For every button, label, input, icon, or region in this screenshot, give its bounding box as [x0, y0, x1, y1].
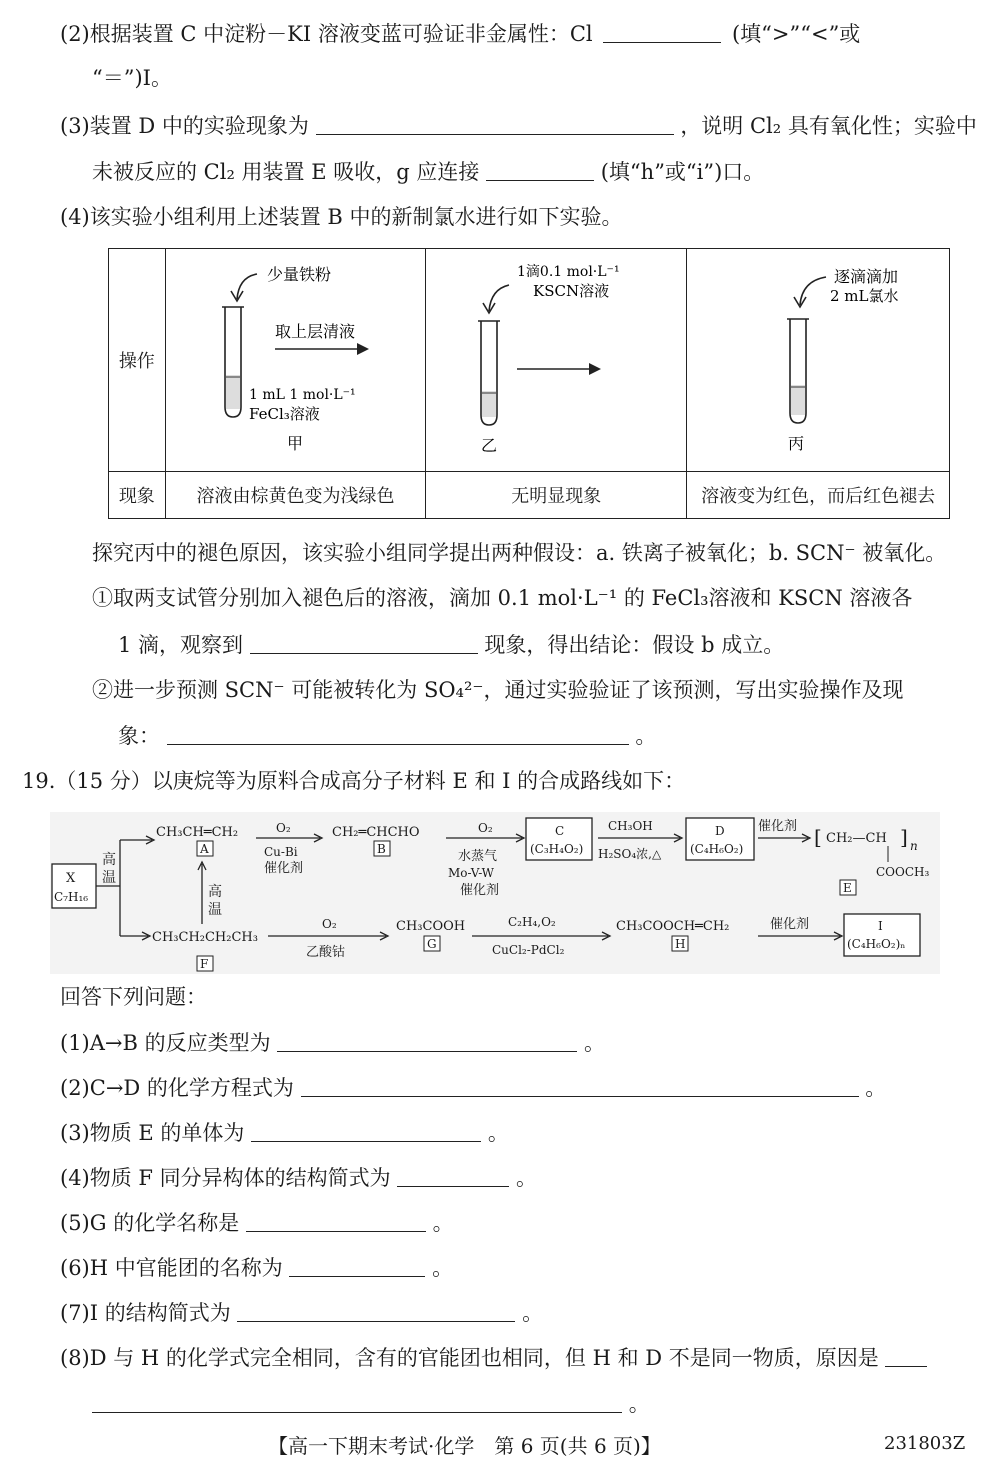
- q18-part2-line2: “＝”)I。: [92, 66, 172, 90]
- jia-solution-2: FeCl₃溶液: [248, 405, 320, 423]
- synthesis-route-diagram: [50, 812, 940, 974]
- experiment-table: [108, 248, 950, 519]
- i-label: I: [878, 919, 883, 933]
- a-b-catalyst-1: Cu-Bi: [264, 845, 298, 859]
- d-e-catalyst: 催化剂: [758, 819, 798, 834]
- answer-blank[interactable]: [237, 1297, 515, 1322]
- q18-part3-text3: 未被反应的 Cl₂ 用装置 E 吸收，g 应连接: [92, 160, 480, 184]
- e-chain: CH₂—CH: [826, 831, 887, 846]
- item-label: (7)I 的结构简式为: [60, 1301, 231, 1325]
- a-label: A: [200, 842, 209, 856]
- q18-part2-hint: (填“>”“<”或: [731, 22, 861, 46]
- q19-title: 19.（15 分）以庚烷等为原料合成高分子材料 E 和 I 的合成路线如下：: [22, 769, 686, 793]
- c-d-condition: H₂SO₄浓,△: [598, 847, 662, 861]
- item-label: (3)物质 E 的单体为: [60, 1121, 245, 1145]
- yi-reagent-1: 1滴0.1 mol·L⁻¹: [517, 264, 620, 280]
- jia-solution-1: 1 mL 1 mol·L⁻¹: [248, 387, 356, 403]
- a-b-reagent: O₂: [276, 821, 291, 835]
- f-structure: CH₃CH₂CH₂CH₃: [152, 930, 258, 945]
- e-bracket-left: [: [814, 825, 822, 849]
- q19-item-3: [60, 1117, 509, 1148]
- h-structure: CH₃COOCH═CH₂: [616, 919, 730, 934]
- q19-item-8-line2: [92, 1388, 650, 1419]
- yi-label: 乙: [481, 436, 498, 455]
- i-formula: (C₄H₆O₂)ₙ: [847, 937, 906, 951]
- item-label: (6)H 中官能团的名称为: [60, 1256, 283, 1280]
- b-c-catalyst: 催化剂: [460, 883, 500, 898]
- bing-reagent-2: 2 mL氯水: [830, 287, 899, 305]
- c-d-reagent: CH₃OH: [608, 819, 653, 833]
- period: 。: [522, 1301, 544, 1325]
- period: 。: [635, 724, 657, 748]
- footer-code: 231803Z: [884, 1433, 966, 1454]
- item-label: (5)G 的化学名称是: [60, 1211, 240, 1235]
- q19-item-4: [60, 1162, 537, 1193]
- answer-blank[interactable]: [250, 629, 478, 654]
- answer-blank[interactable]: [277, 1027, 577, 1052]
- q18-hypothesis: 探究丙中的褪色原因，该实验小组同学提出两种假设：a. 铁离子被氧化；b. SCN⁻ 被氧化。: [92, 541, 947, 565]
- answer-blank[interactable]: [885, 1342, 927, 1367]
- f-label: F: [200, 957, 209, 971]
- tube-jia-illustration: [167, 249, 425, 466]
- q18-step1-line2: [118, 629, 784, 660]
- f-g-reagent: O₂: [322, 917, 337, 931]
- f-g-catalyst: 乙酸钴: [306, 945, 346, 960]
- q18-step2-line1: ②进一步预测 SCN⁻ 可能被转化为 SO₄²⁻，通过实验验证了该预测，写出实验操作及现: [92, 678, 904, 702]
- footer-exam-info: 【高一下期末考试·化学 第 6 页(共 6 页)】: [268, 1434, 661, 1458]
- yi-reagent-2: KSCN溶液: [533, 282, 610, 300]
- q18-part2-line1: [60, 18, 860, 49]
- x-formula: C₇H₁₆: [54, 890, 89, 904]
- g-h-catalyst: CuCl₂-PdCl₂: [492, 943, 565, 957]
- obs-jia: 溶液由棕黄色变为浅绿色: [165, 472, 426, 519]
- b-c-mov: Mo-V-W: [448, 866, 494, 880]
- row-head-operation: 操作: [109, 249, 166, 472]
- period: 。: [487, 1121, 509, 1145]
- d-formula: (C₄H₆O₂): [690, 842, 744, 856]
- row-head-phenomenon: 现象: [109, 472, 166, 519]
- period: 。: [516, 1166, 538, 1190]
- a-b-catalyst-2: 催化剂: [264, 861, 304, 876]
- q19-item-7: [60, 1297, 543, 1328]
- answer-blank[interactable]: [289, 1252, 425, 1277]
- b-label: B: [377, 842, 386, 856]
- item-label: (4)物质 F 同分异构体的结构简式为: [60, 1166, 391, 1190]
- item-label: (2)C→D 的化学方程式为: [60, 1076, 294, 1100]
- jia-label: 甲: [286, 434, 303, 453]
- cell-yi: [426, 249, 687, 472]
- g-h-reagent: C₂H₄,O₂: [508, 915, 556, 929]
- q19-item-2: [60, 1072, 886, 1103]
- obs-yi: 无明显现象: [426, 472, 687, 519]
- period: 。: [432, 1256, 454, 1280]
- q19-item-5: [60, 1207, 454, 1238]
- obs-bing: 溶液变为红色，而后红色褪去: [687, 472, 950, 519]
- q19-item-8-line1: [60, 1342, 927, 1373]
- q18-part3-line1: [60, 110, 977, 141]
- item-label: (8)D 与 H 的化学式完全相同，含有的官能团也相同，但 H 和 D 不是同一物质，原因是: [60, 1346, 879, 1370]
- e-substituent: COOCH₃: [876, 865, 930, 879]
- cond-high-2: 高: [208, 884, 222, 900]
- jia-reagent: 少量铁粉: [266, 265, 331, 284]
- answer-blank[interactable]: [246, 1207, 426, 1232]
- cond-temp: 温: [102, 870, 116, 886]
- cond-high: 高: [102, 852, 116, 868]
- a-structure: CH₃CH═CH₂: [156, 825, 239, 840]
- period: 。: [865, 1076, 887, 1100]
- tube-yi-illustration: [427, 249, 685, 466]
- h-label: H: [675, 937, 686, 951]
- q18-part4-line: (4)该实验小组利用上述装置 B 中的新制氯水进行如下实验。: [60, 205, 623, 229]
- b-c-reagent: O₂: [478, 821, 493, 835]
- q18-step2-text: 象：: [118, 724, 160, 748]
- q19-item-1: [60, 1027, 605, 1058]
- e-n: n: [910, 839, 918, 853]
- g-label: G: [427, 937, 437, 951]
- answer-blank[interactable]: [92, 1388, 622, 1413]
- bing-reagent-1: 逐滴滴加: [834, 267, 899, 286]
- q18-step1-line1: ①取两支试管分别加入褪色后的溶液，滴加 0.1 mol·L⁻¹ 的 FeCl₃溶液和 KSCN 溶液各: [92, 586, 913, 610]
- item-label: (1)A→B 的反应类型为: [60, 1031, 271, 1055]
- answer-blank[interactable]: [316, 110, 674, 135]
- bing-label: 丙: [788, 434, 805, 453]
- period: 。: [432, 1211, 454, 1235]
- e-label: E: [843, 881, 852, 895]
- h-i-catalyst: 催化剂: [770, 917, 810, 932]
- answer-blank[interactable]: [603, 18, 721, 43]
- jia-action: 取上层清液: [274, 322, 355, 341]
- q18-part3-line2: [92, 156, 764, 187]
- answer-blank[interactable]: [167, 720, 629, 745]
- e-bracket-right: ]: [900, 825, 908, 849]
- cell-bing: [687, 249, 950, 472]
- q18-step1-text: 1 滴，观察到: [118, 633, 244, 657]
- d-label: D: [715, 824, 725, 838]
- g-structure: CH₃COOH: [396, 919, 466, 934]
- tube-bing-illustration: [688, 249, 948, 466]
- answer-intro: 回答下列问题：: [60, 985, 207, 1009]
- period: 。: [584, 1031, 605, 1055]
- answer-blank[interactable]: [251, 1117, 481, 1142]
- x-label: X: [66, 871, 76, 886]
- q18-step2-line2: [118, 720, 656, 751]
- c-formula: (C₃H₄O₂): [530, 842, 584, 856]
- q19-item-6: [60, 1252, 453, 1283]
- answer-blank[interactable]: [486, 156, 594, 181]
- c-label: C: [555, 824, 565, 838]
- q18-part2-text: (2)根据装置 C 中淀粉－KI 溶液变蓝可验证非金属性：Cl: [60, 22, 593, 46]
- q18-part3-text: (3)装置 D 中的实验现象为: [60, 114, 309, 138]
- answer-blank[interactable]: [301, 1072, 859, 1097]
- q18-part3-text2: ，说明 Cl₂ 具有氧化性；实验中: [680, 114, 977, 138]
- cond-temp-2: 温: [208, 902, 222, 918]
- b-structure: CH₂═CHCHO: [332, 825, 420, 840]
- answer-blank[interactable]: [397, 1162, 509, 1187]
- q18-step1-text2: 现象，得出结论：假设 b 成立。: [484, 633, 785, 657]
- period: 。: [628, 1392, 650, 1416]
- b-c-steam: 水蒸气: [458, 849, 498, 864]
- cell-jia: [165, 249, 426, 472]
- q18-part3-hint: (填“h”或“i”)口。: [600, 160, 765, 184]
